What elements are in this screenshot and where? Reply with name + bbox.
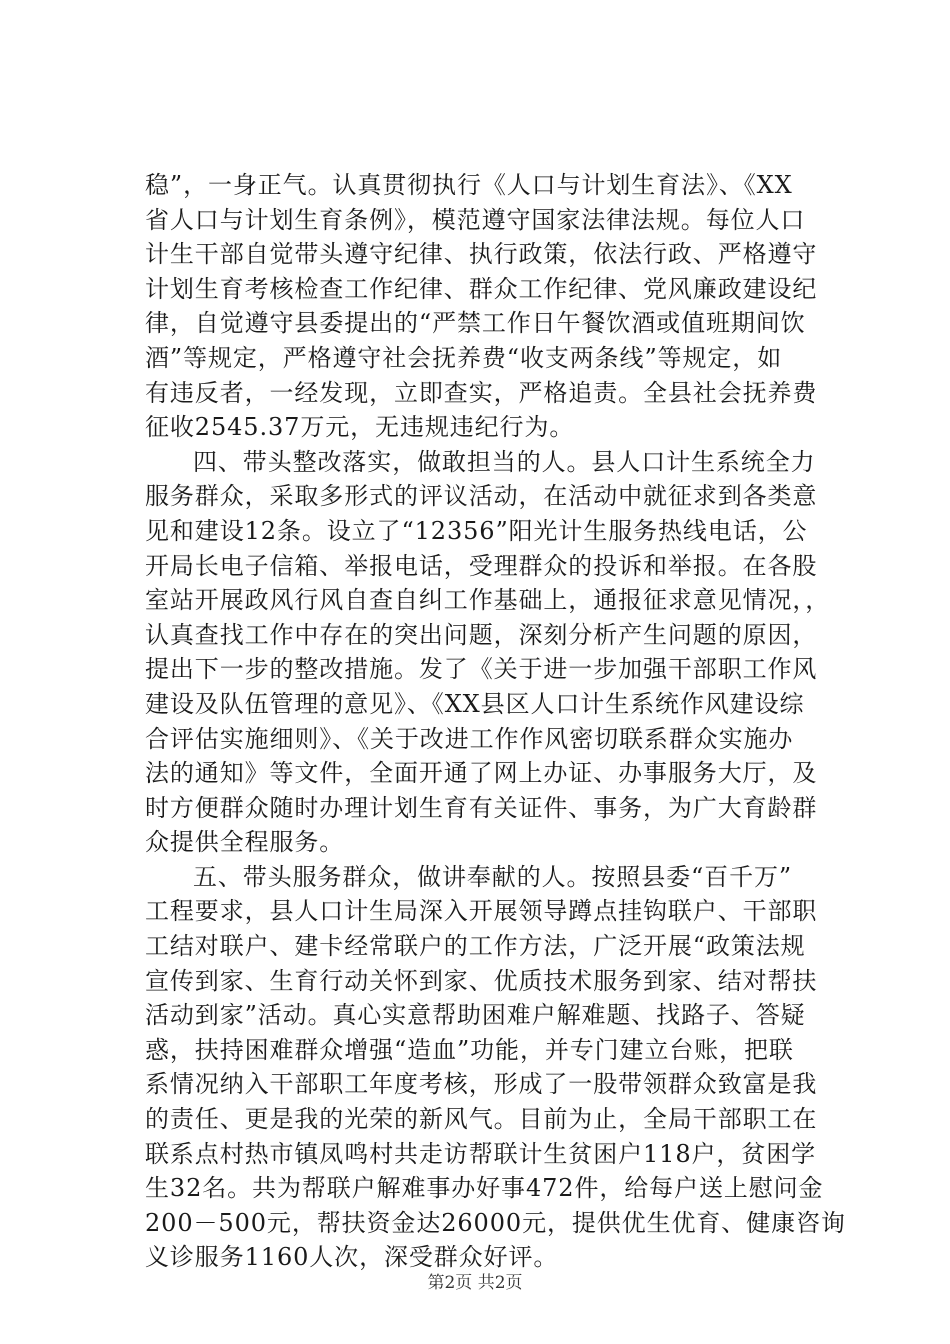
text-line: 计划生育考核检查工作纪律、群众工作纪律、党风廉政建设纪 (145, 274, 818, 303)
text-line: 工结对联户、建卡经常联户的工作方法，广泛开展“政策法规 (145, 932, 806, 961)
text-line: 生32名。共为帮联户解难事办好事472件，给每户送上慰问金 (145, 1174, 824, 1203)
text-line: 联系点村热市镇凤鸣村共走访帮联计生贫困户118户，贫困学 (145, 1139, 817, 1168)
text-line: 活动到家”活动。真心实意帮助困难户解难题、找路子、答疑 (145, 1001, 806, 1030)
text-line: 建设及队伍管理的意见》、《XX县区人口计生系统作风建设综 (145, 689, 805, 718)
text-line: 开局长电子信箱、举报电话，受理群众的投诉和举报。在各股 (145, 551, 818, 580)
text-line: 的责任、更是我的光荣的新风气。目前为止，全局干部职工在 (145, 1105, 818, 1134)
paragraph-start-line: 四、带头整改落实，做敢担当的人。县人口计生系统全力 (193, 447, 816, 476)
text-line: 法的通知》等文件，全面开通了网上办证、办事服务大厅，及 (145, 759, 818, 788)
text-line: 酒”等规定，严格遵守社会抚养费“收支两条线”等规定，如 (145, 343, 783, 372)
text-line: 律，自觉遵守县委提出的“严禁工作日午餐饮酒或值班期间饮 (145, 309, 806, 338)
paragraph-start-line: 五、带头服务群众，做讲奉献的人。按照县委“百千万” (193, 862, 793, 891)
text-line: 惑，扶持困难群众增强“造血”功能，并专门建立台账，把联 (145, 1035, 794, 1064)
text-line: 有违反者，一经发现，立即查实，严格追责。全县社会抚养费 (145, 378, 818, 407)
text-line: 工程要求，县人口计生局深入开展领导蹲点挂钩联户、干部职 (145, 897, 818, 926)
text-line: 提出下一步的整改措施。发了《关于进一步加强干部职工作风 (145, 655, 818, 684)
text-line: 时方便群众随时办理计划生育有关证件、事务，为广大育龄群 (145, 793, 818, 822)
text-line: 室站开展政风行风自查自纠工作基础上，通报征求意见情况，， (145, 586, 831, 615)
text-line: 合评估实施细则》、《关于改进工作作风密切联系群众实施办 (145, 724, 794, 753)
text-line: 计生干部自觉带头遵守纪律、执行政策，依法行政、严格遵守 (145, 240, 818, 269)
text-line: 系情况纳入干部职工年度考核，形成了一股带领群众致富是我 (145, 1070, 818, 1099)
text-line: 稳”，一身正气。认真贯彻执行《人口与计划生育法》、《XX (145, 171, 793, 199)
text-line: 200－500元，帮扶资金达26000元，提供优生优育、健康咨询 (145, 1208, 846, 1237)
text-line: 宣传到家、生育行动关怀到家、优质技术服务到家、结对帮扶 (145, 966, 818, 995)
text-line: 服务群众，采取多形式的评议活动，在活动中就征求到各类意 (145, 482, 818, 511)
text-line: 征收2545.37万元，无违规违纪行为。 (145, 413, 575, 442)
text-line: 认真查找工作中存在的突出问题，深刻分析产生问题的原因， (145, 620, 818, 649)
page-number-footer: 第2页 共2页 (427, 1273, 523, 1293)
text-line: 义诊服务1160人次，深受群众好评。 (145, 1243, 559, 1272)
text-line: 见和建设12条。设立了“12356”阳光计生服务热线电话，公 (145, 516, 808, 545)
body-text (145, 168, 846, 1275)
text-line: 省人口与计划生育条例》，模范遵守国家法律法规。每位人口 (145, 205, 806, 234)
text-line: 众提供全程服务。 (145, 828, 345, 857)
